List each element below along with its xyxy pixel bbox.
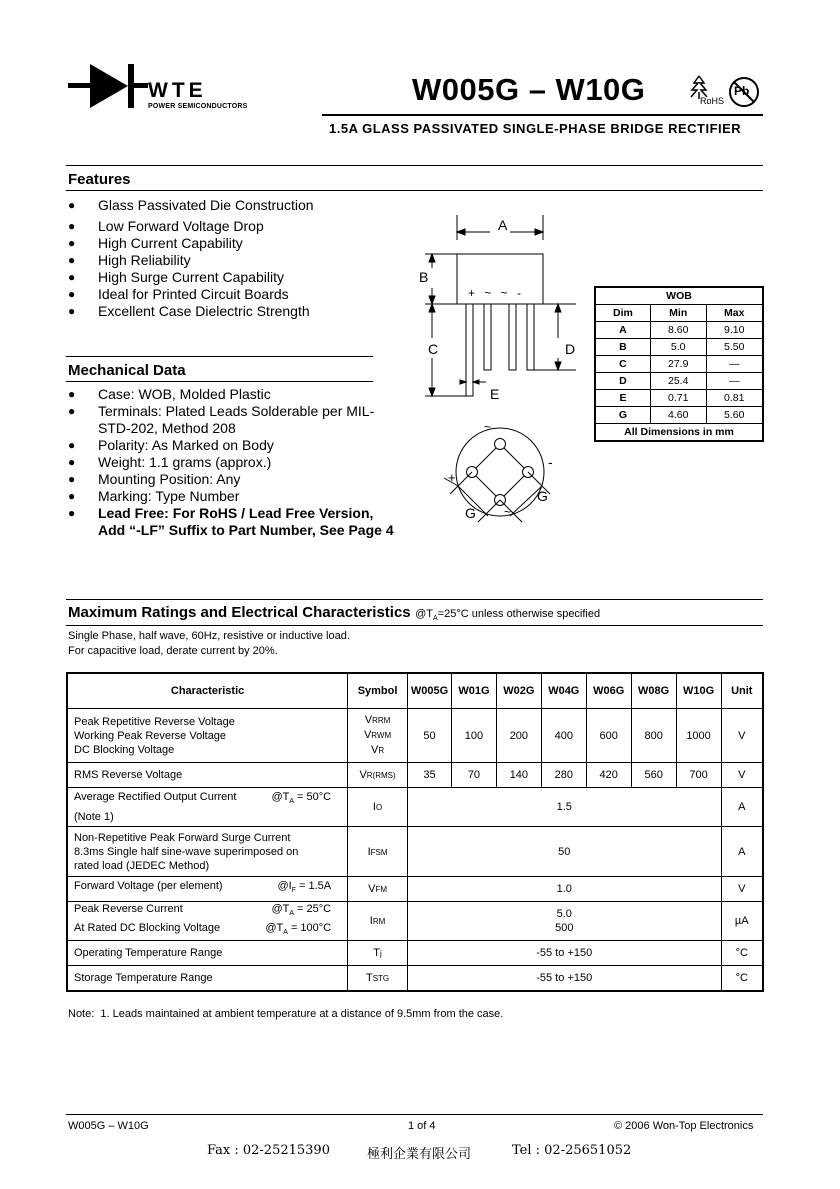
col-header: Unit xyxy=(721,673,763,709)
list-item: ● Polarity: As Marked on Body xyxy=(68,437,378,454)
characteristic-cell: Average Rectified Output Current $@T_A = 50^\circ C$ (Note 1) xyxy=(67,788,348,827)
dimensions-table xyxy=(594,286,764,442)
dim-cell: B xyxy=(595,339,650,356)
col-header: W01G xyxy=(451,673,496,709)
ratings-note-1: Single Phase, half wave, 60Hz, resistive or inductive load. xyxy=(68,630,350,642)
table-row xyxy=(67,941,763,966)
dim-cell: A xyxy=(595,322,650,339)
mechanical-heading: Mechanical Data xyxy=(68,362,186,379)
dim-label-g1: G xyxy=(537,488,548,504)
value-cell: 1000 xyxy=(676,709,721,763)
col-header: W04G xyxy=(541,673,586,709)
footer-copyright: © 2006 Won-Top Electronics xyxy=(614,1120,754,1132)
dim-cell: 8.60 xyxy=(650,322,706,339)
unit-cell: °C xyxy=(721,966,763,991)
characteristic-cell: Peak Reverse Current $@T_A = 25^\circ C$ At Rated DC Blocking Voltage $@T_A = 100^\circ C$ xyxy=(67,902,348,941)
leadfree-line2: Add “-LF” Suffix to Part Number, See Page 4 xyxy=(98,522,394,538)
col-header: W08G xyxy=(631,673,676,709)
footnote: Note: 1. Leads maintained at ambient temperature at a distance of 9.5mm from the case. xyxy=(68,1008,504,1020)
dim-cell: E xyxy=(595,390,650,407)
table-row xyxy=(67,709,763,763)
unit-cell: V xyxy=(721,709,763,763)
characteristic-cell: Operating Temperature Range xyxy=(67,941,348,966)
symbol-cell: VRRM VRWM VR xyxy=(348,709,408,763)
company-name: 極利企業有限公司 xyxy=(367,1147,472,1162)
unit-cell: V xyxy=(721,763,763,788)
page-title: W005G – W10G xyxy=(412,72,646,107)
dim-label-d: D xyxy=(565,341,576,357)
symbol-cell: TSTG xyxy=(348,966,408,991)
col-header: W06G xyxy=(586,673,631,709)
dim-cell: 0.71 xyxy=(650,390,706,407)
dim-cell: 9.10 xyxy=(706,322,763,339)
features-heading: Features xyxy=(68,171,131,188)
bottom-tilde-top: ~ xyxy=(484,420,492,434)
ratings-table xyxy=(66,672,764,992)
fax-number: Fax : 02-25215390 xyxy=(207,1143,330,1158)
table-row xyxy=(595,373,763,390)
dim-cell: G xyxy=(595,407,650,424)
dim-table-package: WOB xyxy=(595,287,763,305)
dim-cell: 5.0 xyxy=(650,339,706,356)
value-cell: 400 xyxy=(541,709,586,763)
ratings-rule-top xyxy=(66,599,763,600)
list-item: ● High Surge Current Capability xyxy=(68,269,368,286)
ratings-rule-bottom xyxy=(66,625,763,626)
dim-label-g2: G xyxy=(465,505,476,521)
value-cell: 50 xyxy=(408,827,722,877)
symbol-cell: VR(RMS) xyxy=(348,763,408,788)
unit-cell: A xyxy=(721,788,763,827)
page-subtitle: 1.5A GLASS PASSIVATED SINGLE-PHASE BRIDGE RECTIFIER xyxy=(329,121,742,136)
dim-cell: 5.50 xyxy=(706,339,763,356)
dim-header: Dim xyxy=(595,305,650,322)
table-row xyxy=(67,763,763,788)
list-item: ● High Reliability xyxy=(68,252,368,269)
value-cell: 560 xyxy=(631,763,676,788)
value-cell: 100 xyxy=(451,709,496,763)
characteristic-cell: Storage Temperature Range xyxy=(67,966,348,991)
table-row xyxy=(67,827,763,877)
value-cell: 600 xyxy=(586,709,631,763)
col-header: Characteristic xyxy=(67,673,348,709)
value-cell: 800 xyxy=(631,709,676,763)
characteristic-cell: RMS Reverse Voltage xyxy=(67,763,348,788)
table-row xyxy=(595,356,763,373)
list-item: ● Low Forward Voltage Drop xyxy=(68,218,368,235)
table-row xyxy=(595,339,763,356)
table-row xyxy=(595,407,763,424)
dim-cell: 27.9 xyxy=(650,356,706,373)
list-item: ● Excellent Case Dielectric Strength xyxy=(68,303,368,320)
logo-text: WTE xyxy=(148,79,207,102)
dim-label-b: B xyxy=(419,269,429,285)
leadfree-line1: Lead Free: For RoHS / Lead Free Version, xyxy=(98,505,374,521)
logo-subtitle: POWER SEMICONDUCTORS xyxy=(148,103,248,110)
value-cell: 5.0 500 xyxy=(408,902,722,941)
features-rule-bottom xyxy=(66,190,763,191)
value-cell: 50 xyxy=(408,709,452,763)
symbol-cell: Tj xyxy=(348,941,408,966)
table-row xyxy=(67,877,763,902)
dim-label-a: A xyxy=(498,217,508,233)
value-cell: 200 xyxy=(496,709,541,763)
col-header: W02G xyxy=(496,673,541,709)
package-outline-diagram xyxy=(410,210,590,530)
ratings-heading: Maximum Ratings and Electrical Characteristics xyxy=(68,604,411,621)
dim-cell: 4.60 xyxy=(650,407,706,424)
dim-cell: D xyxy=(595,373,650,390)
mechanical-rule-top xyxy=(66,356,373,357)
col-header: Symbol xyxy=(348,673,408,709)
dim-cell: C xyxy=(595,356,650,373)
list-item: ● High Current Capability xyxy=(68,235,368,252)
bottom-tilde-bot: ~ xyxy=(504,505,512,519)
pin-markings: + ~ ~ - xyxy=(468,286,522,300)
features-list xyxy=(68,197,368,320)
features-rule-top xyxy=(66,165,763,166)
col-header: W10G xyxy=(676,673,721,709)
unit-cell: µA xyxy=(721,902,763,941)
unit-cell: °C xyxy=(721,941,763,966)
ratings-condition: $@T_A=25^\circ C$ unless otherwise specified xyxy=(415,608,601,623)
dim-cell: 5.60 xyxy=(706,407,763,424)
dim-header: Max xyxy=(706,305,763,322)
footer-left: W005G – W10G xyxy=(68,1120,149,1132)
table-row xyxy=(67,902,763,941)
dim-cell: 25.4 xyxy=(650,373,706,390)
table-row xyxy=(67,788,763,827)
value-cell: 140 xyxy=(496,763,541,788)
value-cell: 1.0 xyxy=(408,877,722,902)
list-item: ● Ideal for Printed Circuit Boards xyxy=(68,286,368,303)
footer-page-number: 1 of 4 xyxy=(408,1120,436,1132)
table-row xyxy=(595,390,763,407)
wte-logo-icon xyxy=(68,62,148,112)
unit-cell: V xyxy=(721,877,763,902)
characteristic-cell: Non-Repetitive Peak Forward Surge Current 8.3ms Single half sine-wave superimposed on rated load (JEDEC Method) xyxy=(67,827,348,877)
dim-cell: — xyxy=(706,373,763,390)
value-cell: -55 to +150 xyxy=(408,941,722,966)
table-row xyxy=(595,322,763,339)
dim-label-c: C xyxy=(428,341,439,357)
bottom-plus: + xyxy=(448,470,456,485)
list-item: ● Weight: 1.1 grams (approx.) xyxy=(68,454,378,471)
dim-header: Min xyxy=(650,305,706,322)
list-item: ● Marking: Type Number xyxy=(68,488,378,505)
value-cell: -55 to +150 xyxy=(408,966,722,991)
list-item: ● Mounting Position: Any xyxy=(68,471,378,488)
footer-rule xyxy=(66,1114,763,1115)
value-cell: 35 xyxy=(408,763,452,788)
value-cell: 700 xyxy=(676,763,721,788)
ratings-heading-line xyxy=(68,604,600,622)
value-cell: 280 xyxy=(541,763,586,788)
value-cell: 1.5 xyxy=(408,788,722,827)
characteristic-cell: Peak Repetitive Reverse Voltage Working Peak Reverse Voltage DC Blocking Voltage xyxy=(67,709,348,763)
rohs-label: RoHS xyxy=(700,96,725,106)
symbol-cell: IRM xyxy=(348,902,408,941)
dim-cell: 0.81 xyxy=(706,390,763,407)
unit-cell: A xyxy=(721,827,763,877)
list-item: ● Case: WOB, Molded Plastic xyxy=(68,386,378,403)
list-item: ● Glass Passivated Die Construction xyxy=(68,197,368,214)
header-rule xyxy=(322,114,763,116)
value-cell: 420 xyxy=(586,763,631,788)
symbol-cell: VFM xyxy=(348,877,408,902)
col-header: W005G xyxy=(408,673,452,709)
dim-cell: — xyxy=(706,356,763,373)
table-header-row xyxy=(67,673,763,709)
dim-table-footer: All Dimensions in mm xyxy=(595,424,763,442)
list-item xyxy=(68,505,438,539)
mechanical-list xyxy=(68,386,394,539)
symbol-cell: IO xyxy=(348,788,408,827)
bottom-minus: - xyxy=(548,454,553,470)
list-item: ● Terminals: Plated Leads Solderable per MIL-STD-202, Method 208 xyxy=(68,403,378,437)
pb-label: Pb xyxy=(734,84,750,98)
table-row xyxy=(67,966,763,991)
dim-label-e: E xyxy=(490,386,500,402)
ratings-note-2: For capacitive load, derate current by 20%. xyxy=(68,645,278,657)
characteristic-cell: Forward Voltage (per element) $@I_F = 1.5A$ xyxy=(67,877,348,902)
mechanical-rule-bottom xyxy=(66,381,373,382)
tel-number: Tel : 02-25651052 xyxy=(512,1143,632,1158)
symbol-cell: IFSM xyxy=(348,827,408,877)
value-cell: 70 xyxy=(451,763,496,788)
